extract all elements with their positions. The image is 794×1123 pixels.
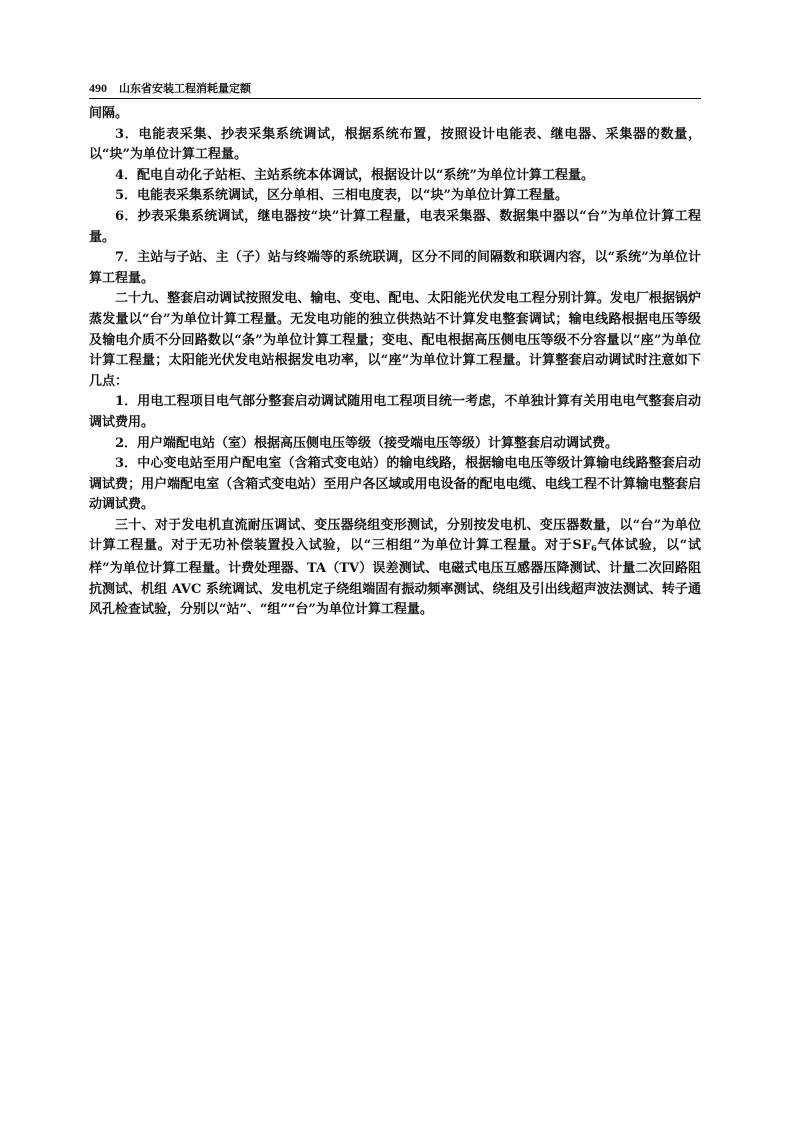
paragraph: 2．用户端配电站（室）根据高压侧电压等级（接受端电压等级）计算整套启动调试费。 <box>115 435 619 451</box>
paragraph: 5．电能表采集系统调试，区分单相、三相电度表，以“块”为单位计算工程量。 <box>115 188 569 204</box>
paragraph: 6．抄表采集系统调试，继电器按“块”计算工程量，电表采集器、数据集中器以“台”为单位计算工程量。 <box>89 208 701 245</box>
paragraph: 二十九、整套启动调试按照发电、输电、变电、配电、太阳能光伏发电工程分别计算。发电厂根据锅炉蒸发量以“台”为单位计算工程量。无发电功能的独立供热站不计算发电整套调试；输电线路根据电压等级及输电介质不分回路数以“条”为单位计算工程量；变电、配电根据高压侧电压等级不分容量以“座”为单位计算工程量；太阳能光伏发电站根据发电功率，以“座”为单位计算工程量。计算整套启动调试时注意如下几点： <box>89 291 701 389</box>
paragraph: 4．配电自动化子站柜、主站系统本体调试，根据设计以“系统”为单位计算工程量。 <box>115 167 595 183</box>
paragraph <box>89 516 701 621</box>
body-text <box>89 104 701 621</box>
page-number: 490 <box>89 81 107 95</box>
paragraph: 3．中心变电站至用户配电室（含箱式变电站）的输电线路，根据输电电压等级计算输电线路整套启动调试费；用户端配电室（含箱式变电站）至用户各区域或用电设备的配电电缆、电线工程不计算输电整套启动调试费。 <box>89 456 701 513</box>
header-rule <box>89 98 701 99</box>
book-title: 山东省安装工程消耗量定额 <box>119 82 251 95</box>
paragraph: 1．用电工程项目电气部分整套启动调试随用电工程项目统一考虑，不单独计算有关用电电气整套启动调试费用。 <box>89 394 701 430</box>
paragraph: 间隔。 <box>89 106 129 121</box>
subscript: 6 <box>591 543 597 554</box>
page-header <box>89 76 701 96</box>
paragraph-text-part: 气体试验，以“试样”为单位计算工程量。计费处理器、TA（TV）误差测试、电磁式电压互感器压降测试、计量二次回路阻抗测试、机组 AVC 系统调试、发电机定子绕组端固有振动频率测试、绕组及引出线超声波法测试、转子通风孔检查试验，分别以“站”、“组”“台”为单位计算工程量。 <box>89 538 702 618</box>
paragraph: 3．电能表采集、抄表采集系统调试，根据系统布置，按照设计电能表、继电器、采集器的数量，以“块”为单位计算工程量。 <box>89 126 701 163</box>
paragraph: 7．主站与子站、主（子）站与终端等的系统联调，区分不同的间隔数和联调内容，以“系统”为单位计算工程量。 <box>89 250 701 286</box>
paragraph-text-part: 三十、对于发电机直流耐压调试、变压器绕组变形测试，分别按发电机、变压器数量，以“台”为单位计算工程量。对于无功补偿装置投入试验，以“三相组”为单位计算工程量。对于SF <box>89 517 701 554</box>
